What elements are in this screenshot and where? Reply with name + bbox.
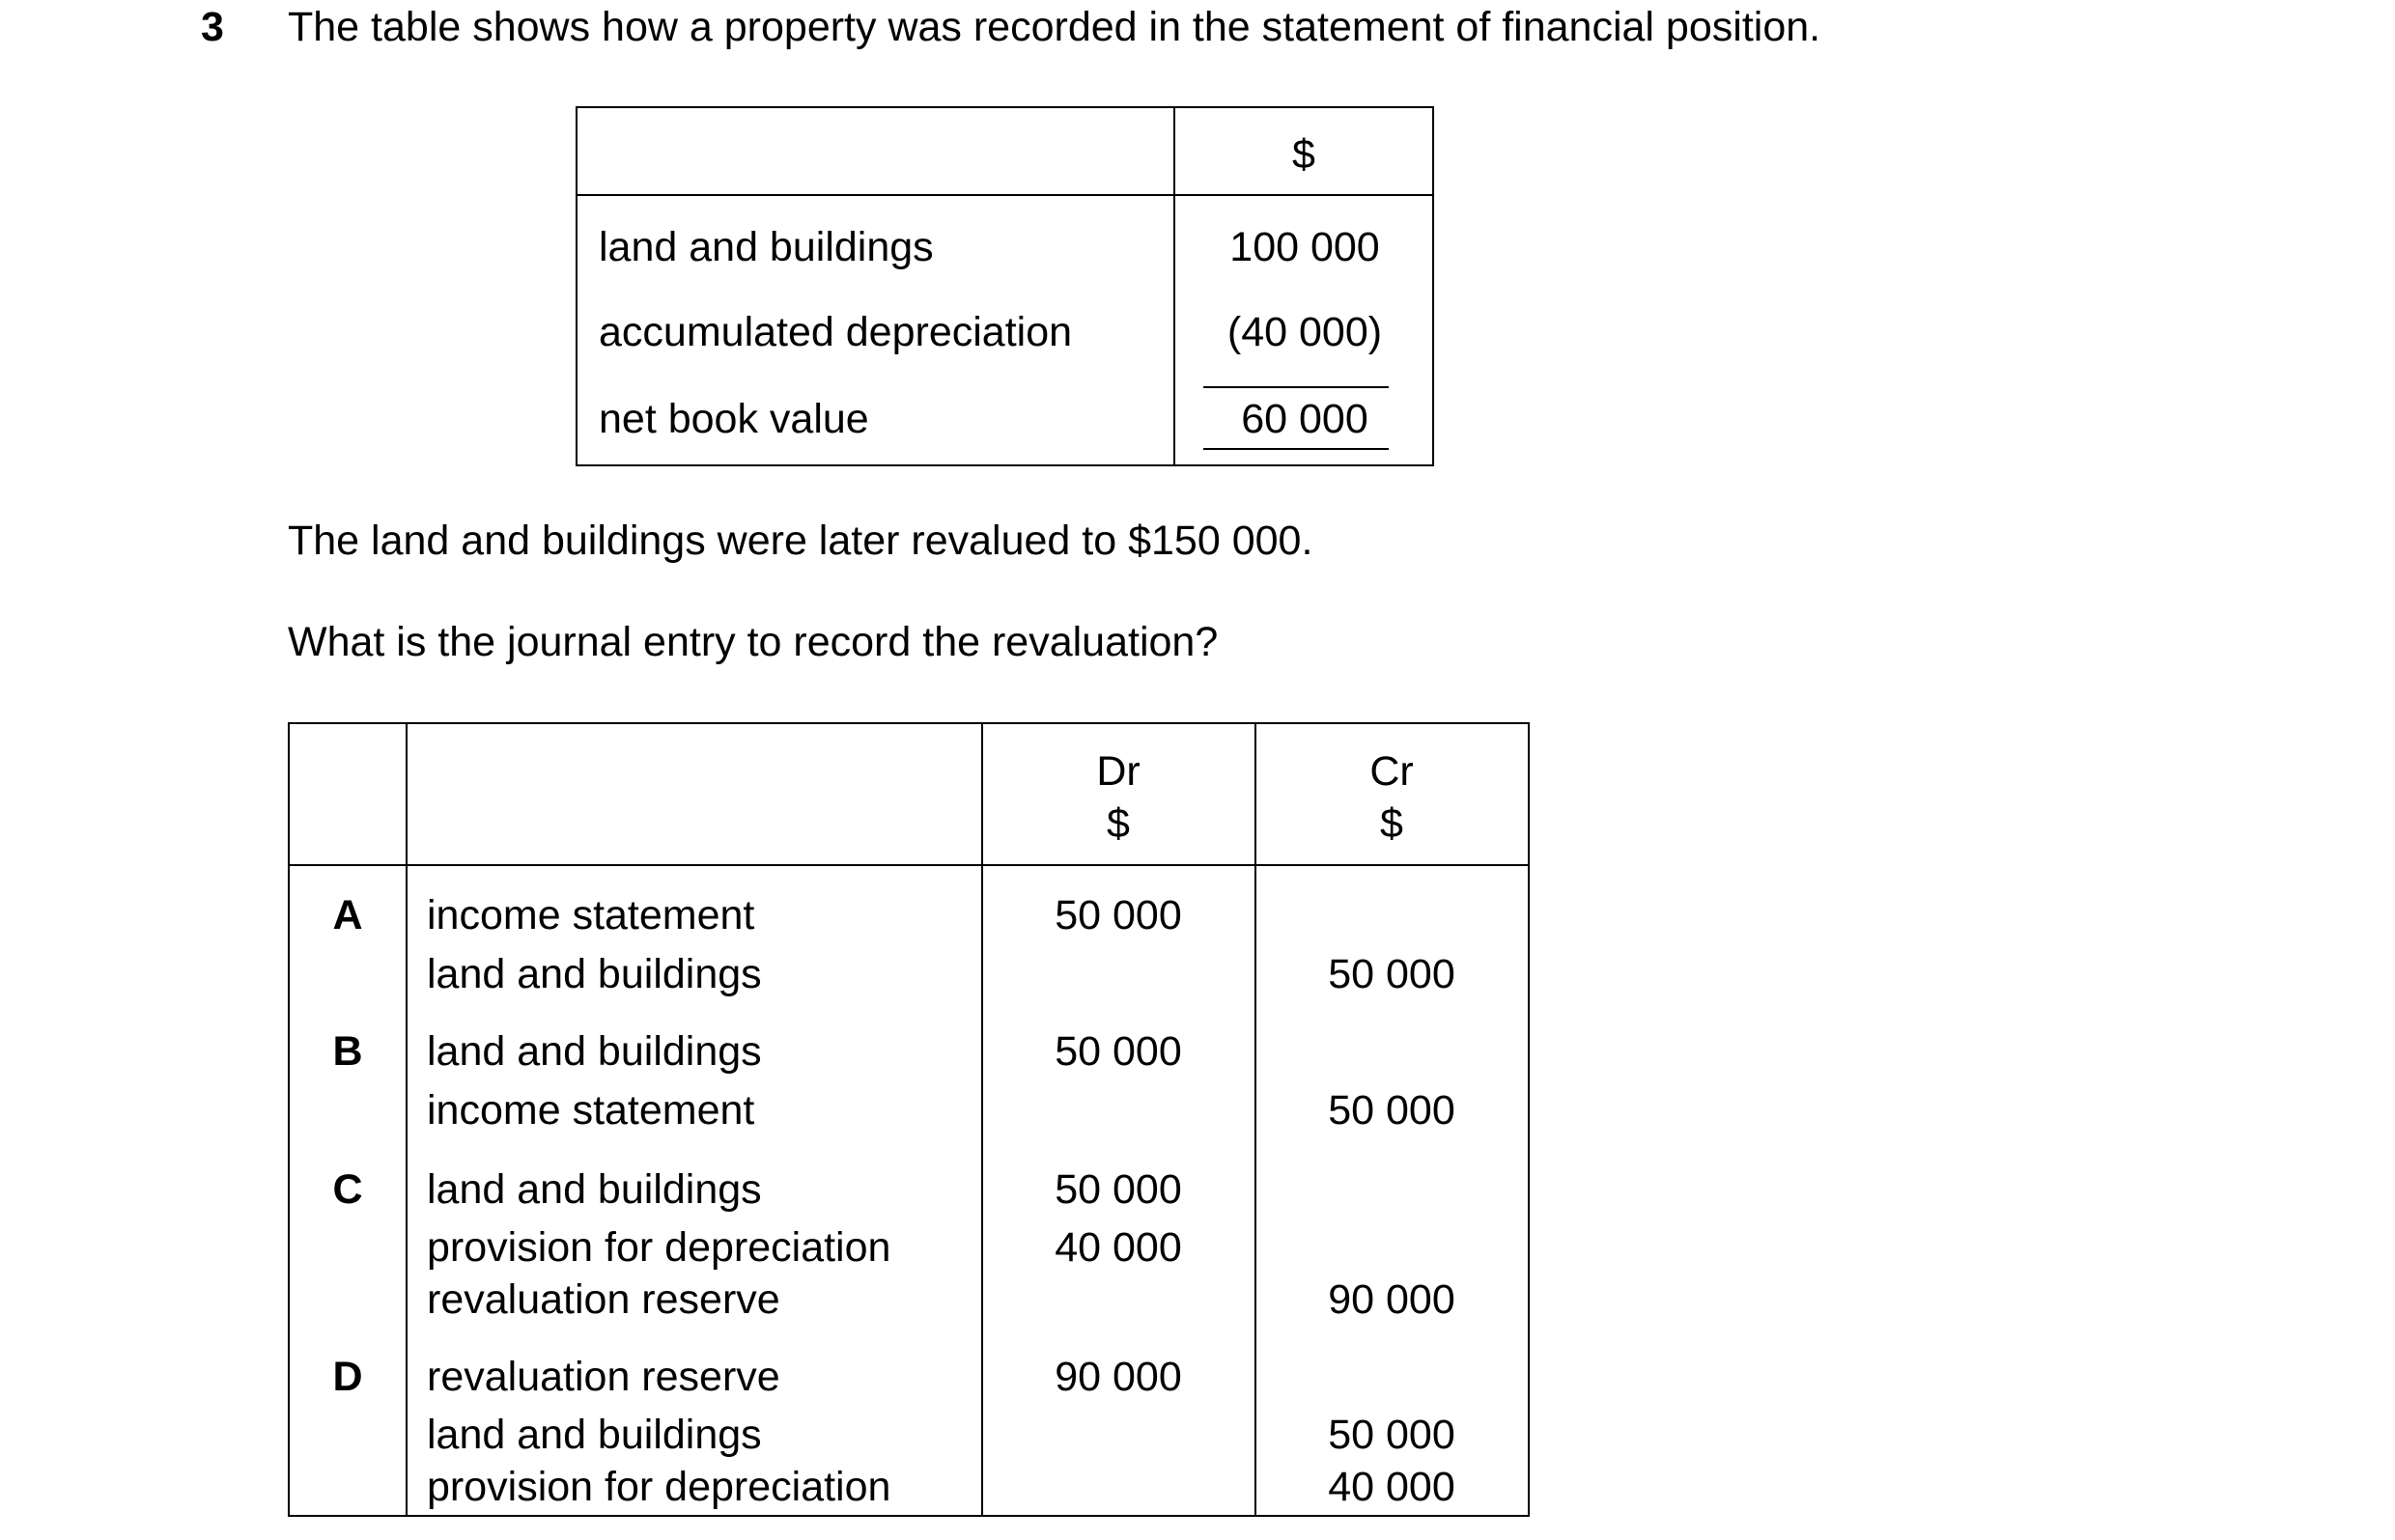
cr-header-unit: $ (1380, 800, 1403, 847)
question-prompt: What is the journal entry to record the revaluation? (288, 619, 1219, 665)
option-d-account: revaluation reserve (427, 1354, 780, 1400)
sfp-row-label: net book value (599, 396, 869, 442)
option-d-cr: 50 000 (1328, 1412, 1455, 1458)
option-b-dr: 50 000 (1055, 1028, 1182, 1075)
option-letter-b: B (332, 1028, 363, 1075)
option-d-account: land and buildings (427, 1412, 762, 1458)
option-c-dr: 50 000 (1055, 1166, 1182, 1213)
sfp-row-value: (40 000) (1226, 309, 1383, 355)
option-c-account: revaluation reserve (427, 1276, 780, 1323)
sfp-row-label: land and buildings (599, 224, 934, 270)
sfp-row-label: accumulated depreciation (599, 309, 1073, 355)
header-divider (578, 194, 1432, 196)
dr-header (983, 745, 1254, 850)
total-rule (1203, 448, 1389, 450)
option-d-cr: 40 000 (1328, 1464, 1455, 1510)
option-c-account: land and buildings (427, 1166, 762, 1213)
cr-header-label: Cr (1369, 748, 1414, 795)
option-b-account: land and buildings (427, 1028, 762, 1075)
revaluation-statement: The land and buildings were later revalued to $150 000. (288, 518, 1313, 564)
option-d-dr: 90 000 (1055, 1354, 1182, 1400)
column-divider (406, 724, 408, 1515)
option-b-account: income statement (427, 1087, 755, 1134)
subtotal-rule (1203, 386, 1389, 388)
dr-header-label: Dr (1096, 748, 1141, 795)
option-a-account: income statement (427, 892, 755, 938)
option-b-cr: 50 000 (1328, 1087, 1455, 1134)
question-stem: The table shows how a property was recorded in the statement of financial position. (288, 4, 1821, 50)
option-letter-a: A (332, 892, 363, 938)
option-a-cr: 50 000 (1328, 951, 1455, 997)
question-number: 3 (201, 4, 224, 50)
option-letter-c: C (332, 1166, 363, 1213)
sfp-row-value: 100 000 (1229, 224, 1380, 270)
option-c-cr: 90 000 (1328, 1276, 1455, 1323)
cr-header (1256, 745, 1527, 850)
sfp-table (576, 106, 1434, 466)
dr-header-unit: $ (1107, 800, 1130, 847)
option-letter-d: D (332, 1354, 363, 1400)
header-divider (290, 864, 1528, 866)
option-a-dr: 50 000 (1055, 892, 1182, 938)
options-table (288, 722, 1530, 1517)
option-a-account: land and buildings (427, 951, 762, 997)
sfp-row-value: 60 000 (1241, 396, 1368, 442)
option-d-account: provision for depreciation (427, 1464, 891, 1510)
option-c-dr: 40 000 (1055, 1224, 1182, 1271)
option-c-account: provision for depreciation (427, 1224, 891, 1271)
currency-header: $ (1292, 131, 1315, 178)
